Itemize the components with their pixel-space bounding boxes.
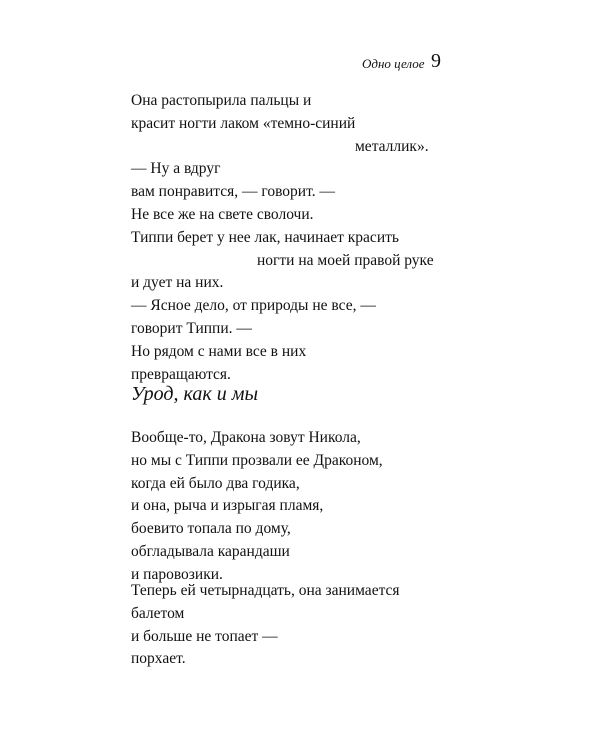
text-line: Не все же на свете сволочи. xyxy=(131,205,314,223)
running-title: Одно целое xyxy=(362,56,425,71)
text-line: Теперь ей четырнадцать, она занимается xyxy=(131,582,400,599)
text-line: и дует на них. xyxy=(131,274,224,292)
text-line: боевито топала по дому, xyxy=(131,520,291,538)
text-line: Типпи берет у нее лак, начинает красить xyxy=(131,228,399,246)
text-line: и она, рыча и изрыгая пламя, xyxy=(131,497,324,515)
poem-stanza-1 xyxy=(131,427,383,587)
text-line: металлик». xyxy=(355,137,429,155)
text-line: но мы с Типпи прозвали ее Драконом, xyxy=(131,451,383,469)
text-line: ногти на моей правой руке xyxy=(257,251,434,269)
text-line: Но рядом с нами все в них xyxy=(131,342,307,360)
text-line: Она растопырила пальцы и xyxy=(131,92,312,109)
text-line: говорит Типпи. — xyxy=(131,319,252,337)
text-line: вам понравится, — говорит. — xyxy=(131,183,335,201)
page-number: 9 xyxy=(431,50,441,72)
text-line: обгладывала карандаши xyxy=(131,542,290,560)
text-line: и больше не топает — xyxy=(131,627,278,645)
text-line: Вообще-то, Дракона зовут Никола, xyxy=(131,429,361,446)
text-line: — Ну а вдруг xyxy=(131,160,221,178)
text-line: превращаются. xyxy=(131,365,231,383)
stanza-continuation xyxy=(131,90,434,386)
poem-title: Урод, как и мы xyxy=(131,383,259,405)
text-line: красит ногти лаком «темно-синий xyxy=(131,114,356,132)
text-line: — Ясное дело, от природы не все, — xyxy=(131,297,376,315)
text-line: балетом xyxy=(131,604,185,622)
poem-stanza-2 xyxy=(131,580,400,671)
text-line: порхает. xyxy=(131,650,186,668)
text-line: когда ей было два годика, xyxy=(131,474,300,492)
text-line: и паровозики. xyxy=(131,565,223,583)
